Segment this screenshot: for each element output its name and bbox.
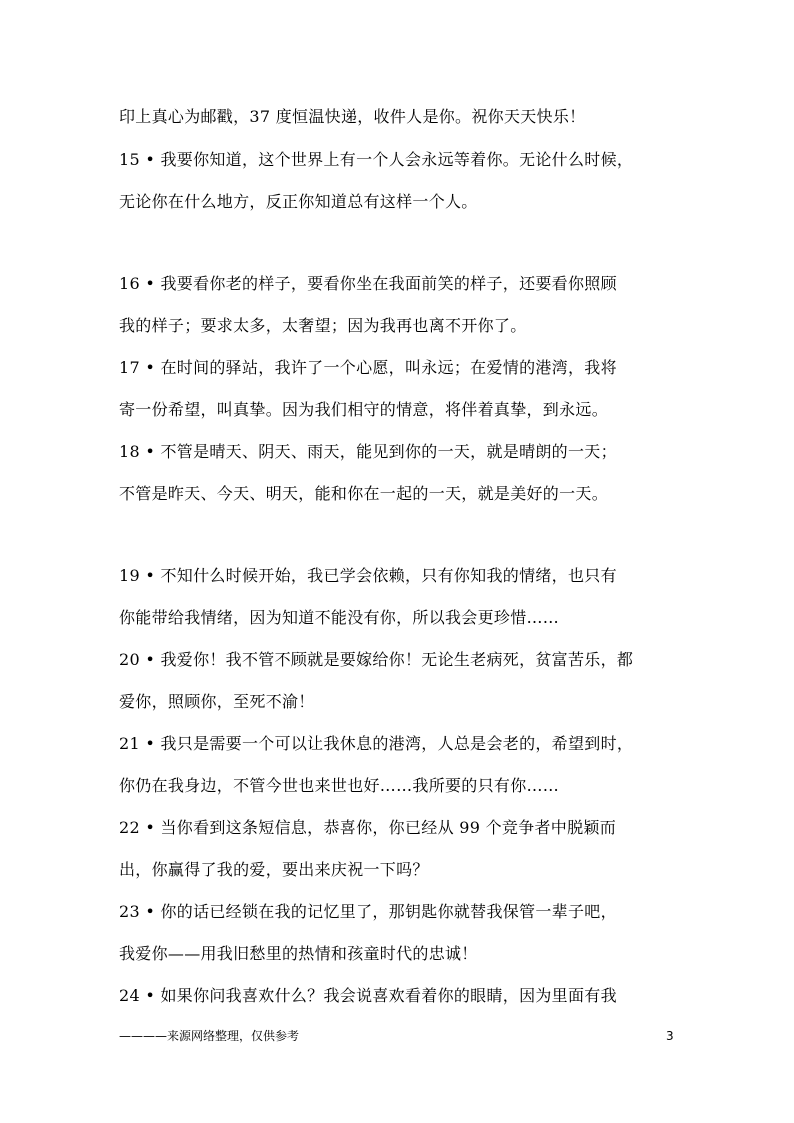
text-line: 23 • 你的话已经锁在我的记忆里了，那钥匙你就替我保管一辈子吧， xyxy=(119,902,617,921)
text-line: 不管是昨天、今天、明天，能和你在一起的一天，就是美好的一天。 xyxy=(119,484,609,503)
text-line: 出，你赢得了我的爱，要出来庆祝一下吗？ xyxy=(119,860,429,879)
text-line: 20 • 我爱你！我不管不顾就是要嫁给你！无论生老病死，贫富苦乐，都 xyxy=(119,650,634,669)
text-line: 你能带给我情绪，因为知道不能没有你，所以我会更珍惜…… xyxy=(119,608,560,627)
text-line: 16 • 我要看你老的样子，要看你坐在我面前笑的样子，还要看你照顾 xyxy=(119,274,617,293)
text-line: 无论你在什么地方，反正你知道总有这样一个人。 xyxy=(119,192,478,211)
text-line: 21 • 我只是需要一个可以让我休息的港湾，人总是会老的，希望到时， xyxy=(119,734,634,753)
text-line: 17 • 在时间的驿站，我许了一个心愿，叫永远；在爱情的港湾，我将 xyxy=(119,358,617,377)
text-line: 你仍在我身边，不管今世也来世也好……我所要的只有你…… xyxy=(119,776,560,795)
text-line: 寄一份希望，叫真挚。因为我们相守的情意，将伴着真挚，到永远。 xyxy=(119,400,609,419)
text-line: 我爱你——用我旧愁里的热情和孩童时代的忠诚！ xyxy=(119,944,478,963)
page-number: 3 xyxy=(666,1029,674,1043)
footer-source-note: ————来源网络整理，仅供参考 xyxy=(119,1029,300,1043)
text-line: 15 • 我要你知道，这个世界上有一个人会永远等着你。无论什么时候， xyxy=(119,150,634,169)
text-line: 19 • 不知什么时候开始，我已学会依赖，只有你知我的情绪，也只有 xyxy=(119,566,617,585)
text-line: 18 • 不管是晴天、阴天、雨天，能见到你的一天，就是晴朗的一天； xyxy=(119,442,617,461)
text-line: 印上真心为邮戳，37 度恒温快递，收件人是你。祝你天天快乐！ xyxy=(119,107,586,126)
text-line: 我的样子；要求太多，太奢望；因为我再也离不开你了。 xyxy=(119,316,527,335)
text-line: 24 • 如果你问我喜欢什么？我会说喜欢看着你的眼睛，因为里面有我 xyxy=(119,986,617,1005)
text-line: 22 • 当你看到这条短信息，恭喜你，你已经从 99 个竞争者中脱颖而 xyxy=(119,818,617,837)
text-line: 爱你，照顾你，至死不渝！ xyxy=(119,692,315,711)
